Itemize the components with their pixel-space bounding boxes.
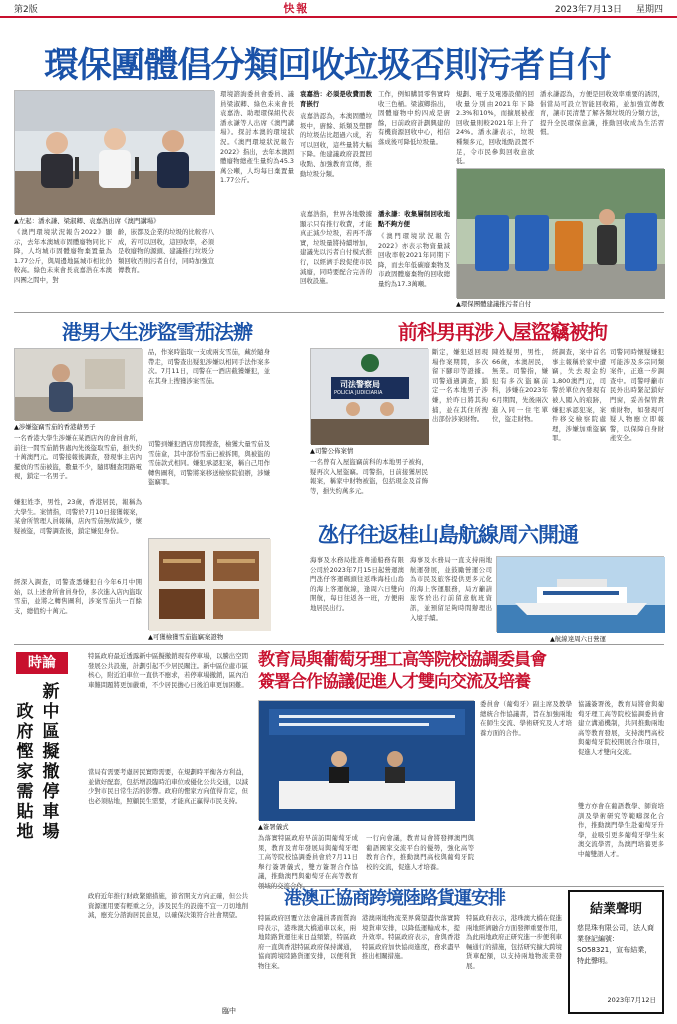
- issue-date: 2023年7月13日: [554, 4, 622, 15]
- editorial-char: 區: [42, 722, 60, 742]
- story4-col1: 海事及水務局批准粵通船務有限公司於2023年7月15日起營運澳門氹仔客運碼頭往返珠海桂山島的海上客運航線，逢周六日雙向開航，每日往返各一班，方便兩地居民出行。: [310, 556, 404, 612]
- story3-headline: 前科男再涉入屋盜竊被拘: [398, 320, 607, 344]
- editorial-char: 需: [16, 782, 34, 802]
- police-press-picture-icon: [311, 349, 429, 445]
- story2-col1-text: 一名香港大學生涉嫌在某酒店內的會員會所，前往一間雪茄銷售處內先後盜取雪茄，損失約十萬澳門元。司警接報後調查，發現事主店內擺放的雪茄被盜，數量不少，隨即翻查閉路電視，鎖定一名男子。: [14, 434, 142, 481]
- notice-box: [568, 890, 664, 1014]
- notice-title: 結業聲明: [589, 902, 642, 917]
- story1-col5: 袁嘉浩指，世界各地數據顯示只有推行收費，才能真正減少垃圾，若再不落實，垃圾量將持續增加，建議先以污者自付模式推行，以經濟手段促使市民減廢，同時要配合完善的回收設施。: [300, 210, 372, 286]
- story1-subhead1: 袁嘉浩：必須是收費而教育嵌行: [300, 90, 372, 108]
- story1-col4: 袁嘉浩認為，本澳固體垃圾中，廚餘、紙類及塑膠的垃圾佔比超過六成，若可以回收，這些量將大幅下降。他建議政府設置回收點、加強教育宣傳，推動垃圾分類。: [300, 112, 372, 178]
- divider-2: [14, 644, 664, 645]
- page-number: 第2版: [14, 4, 38, 15]
- recycling-bins-picture-icon: [457, 169, 665, 299]
- suspect-picture-icon: [15, 349, 143, 421]
- story2-col2: 嫌犯姓李，男性，23歲，香港居民，報稱為大學生。案情指，司警於7月10日接獲報案，某會所管理人員報稱，店內雪茄無故減少，懷疑被盜，司警調查後，鎖定嫌犯身份。: [14, 498, 142, 535]
- editorial-char: 地: [16, 822, 34, 842]
- story4-photo: [496, 556, 664, 632]
- story2-caption: ▲涉嫌盜竊雪茄的香港藉男子: [14, 423, 96, 431]
- story7-col2: 港澳兩地物流業界冀望盡快落實跨境貨車安排，以降低運輸成本，提升效率。特區政府表示，會與香港特區政府加快協商進度，務求盡早推出相關措施。: [362, 914, 460, 961]
- editorial-char: 政: [16, 702, 34, 722]
- story3-sign-pt: POLICIA JUDICIARIA: [334, 390, 383, 396]
- story1-headline: 環保團體倡分類回收垃圾否則污者自付: [44, 45, 611, 86]
- divider-3: [258, 886, 664, 887]
- story7-headline: 港澳正協商跨境陸路貨運安排: [284, 888, 505, 909]
- editorial-char: 中: [42, 702, 60, 722]
- ferry-picture-icon: [497, 557, 665, 633]
- story1-col7: 《澳門環境狀況報告2022》亦表示物資量減回收率較2021年同期下降，而去年低碳廢棄物及市政固體廢棄物的回收總量約為17.3萬噸。: [378, 232, 450, 288]
- story6-col4: 協議簽署後，教育局將會與葡萄牙理工高等院校協調委員會建立溝通機制，共同推動兩地高等教育發展，支持澳門高校與葡萄牙院校開展合作項目，促進人才雙向交流。: [578, 700, 664, 756]
- story1-col1: 《澳門環境狀況報告2022》顯示，去年本澳城市固體廢物同比下降，人均城市固體廢物棄置量為1.77公斤，與周邊地區城市相比仍較高。綠色未來會長袁嘉浩在本澳四團之間中，對: [14, 228, 112, 284]
- story2-headline: 港男大生涉盜雪茄法辦: [62, 320, 252, 344]
- story2-caption2: ▲可獲檢獲雪茄盜竊案證物: [148, 633, 224, 641]
- editorial-col3: 政府近年推行財政緊縮措施，節省開支方向正確，但公共資源運用要有輕重之分，涉及民生的設施不宜一刀切地削減，應充分諮詢居民意見，以確保決策符合社會期望。: [88, 892, 248, 920]
- story3-col2: 斷定，嫌犯返回現場作案期間，多次留下腳印等證據。司警通過調查，鎖定一名本地男子涉嫌，於昨日將其拘捕，並在其住所搜出部份涉案財物。: [432, 348, 488, 424]
- story4-col2: 海事及水務局一直支持兩地航運發展，並鼓勵營運公司為市民及旅客提供更多元化的海上客運服務，局方籲請旅客於出行前留意航班資訊，並預留足夠時間辦理出入境手續。: [410, 556, 492, 622]
- story1-caption2: ▲環保團體建議推污者自付: [456, 300, 532, 308]
- page-header: [0, 0, 677, 18]
- story2-col3: 經深入調查，司警查悉嫌犯自今年6月中開始，以上述會所會員身份，多次進入店內盜取雪茄，並將之轉售圖利，涉案雪茄共一百餘支，總值約十萬元。: [14, 578, 142, 615]
- story4-headline: 氹仔往返桂山島航線周六開通: [318, 522, 578, 547]
- newspaper-brand: 快報: [283, 2, 310, 15]
- editorial-col2: 當局有需要考慮居民實際需要，在規劃時平衡各方利益，並做好配套，包括增設臨時泊車位或優化公共交通，以減少對市民日常生活的影響。政府的慳家方向值得肯定，但也必須貼地，照顧民生需要，才能真正贏得市民支持。: [88, 768, 248, 805]
- story2-photo2: [148, 538, 270, 630]
- story3-caption: ▲司警公佈案情: [310, 447, 354, 455]
- story6-headline-line2: 簽署合作協議促進人才雙向交流及培養: [258, 672, 530, 692]
- story6-col2: 一行向會議，教青局會將發揮澳門與葡語國家交流平台的優勢，強化高等教育合作，推動澳門高校與葡萄牙院校的交流，促進人才培養。: [366, 834, 474, 871]
- story6-photo: [258, 700, 474, 820]
- editorial-char: 新: [42, 682, 60, 702]
- story4-caption: ▲航線達周六日營運: [550, 635, 607, 643]
- story6-caption: ▲簽署儀式: [258, 823, 289, 831]
- editorial-label: 時論: [16, 652, 68, 674]
- story6-headline-line1: 教育局與葡萄牙理工高等院校協調委員會: [258, 650, 546, 670]
- story1-col2: 齡，嵌都及企業的垃圾的比較容八成，若可以回收，這回收率，必須是收廢物的源頭、建議推行垃圾分類回收否則污者自付，同時加強宣傳教育。: [118, 228, 214, 275]
- story3-col1: 一名曾有入屋盜竊前科的本地男子被拘，疑再次入屋盜竊。司警指，日前接獲居民報案，稱家中財物被盜，包括現金及首飾等，損失約萬多元。: [310, 458, 428, 495]
- story6-col3: 委員會（葡萄牙）副主席及教學總統合作協議書，旨在加強兩地在師生交流、學術研究及人才培養方面的合作。: [480, 700, 572, 737]
- story6-col1: 為落實特區政府早前訪問葡萄牙成果，教育及青年發展局與葡萄牙理工高等院校協調委員會於7月11日舉行簽署儀式，雙方簽署合作協議，推動澳門與葡萄牙在高等教育: [258, 834, 358, 881]
- editorial-char: 車: [42, 802, 60, 822]
- editorial-char: 擬: [42, 742, 60, 762]
- studio-interview-picture-icon: [15, 91, 215, 215]
- signing-ceremony-picture-icon: [259, 701, 475, 821]
- story6-col5: 雙方亦會在葡語教學、師資培訓及學術研究等範疇深化合作，推動澳門學生赴葡萄牙升學，並吸引更多葡萄牙學生來澳交流學習，為澳門培養更多中葡雙語人才。: [578, 802, 664, 858]
- story1-subhead2: 潘永謙：收集層制回收地點不夠方便: [378, 210, 450, 228]
- story3-photo: [310, 348, 428, 444]
- editorial-char: 府: [16, 722, 34, 742]
- story1-col3: 環境諮詢委員會委員、議員梁淑卿、綠色未來會長袁嘉浩、助理環保組代表潘永謙等人出席《澳門講場》。探討本澳的環境狀況。《澳門環境狀況報告2022》指出，去年本澳固體廢物總產生量約為45.3萬公噸，人均每日棄置量1.77公斤。: [220, 90, 294, 185]
- story3-col5: 司警同時懷疑嫌犯可能涉及多宗同類案件，正進一步調查中。司警呼籲市民外出時緊記鎖好門窗，妥善保管貴重財物，如發現可疑人物應立即報警，以保障自身財產安全。: [610, 348, 664, 443]
- editorial-col1: 特區政府最近透露新中區擬撤銷現有停車場，以騰出空間發展公共設施，計劃引起不少居民關注。新中區位處市區核心，附近泊車位一直供不應求，若停車場撤銷，區內泊車難問題將更加嚴重，不少居民擔心日後泊車更加困難。: [88, 652, 248, 689]
- story1-photo2: [456, 168, 664, 298]
- story3-col4: 經調查，案中首名事主報稱於家中遭竊，失去現金約1,800澳門元，司警於單位內發現有被人闖入的痕跡，嫌犯承認犯案，案件移交檢察院處理，涉嫌加重盜竊罪。: [552, 348, 606, 443]
- story1-col9: 潘永謙認為，方便是回收效率重要的誘因，倡當局可設立智能回收箱，並加強宣傳教育，讓市民清楚了解各類垃圾的分類方法，提升全民環保意識，推動回收成為生活習慣。: [540, 90, 664, 137]
- editorial-headline: [16, 682, 92, 982]
- notice-date: 2023年7月12日: [607, 996, 656, 1004]
- divider-1: [14, 312, 664, 313]
- editorial-char: 停: [42, 782, 60, 802]
- editorial-signature: 臨中: [222, 1007, 236, 1015]
- editorial-char: 家: [16, 762, 34, 782]
- story7-col1: 特區政府回覆立法會議員書面質詢時表示，港珠澳大橋通車以來，兩地陸路貨運往來日益頻繁，特區政府一直與香港特區政府保持溝通，協商跨境陸路貨運安排，以便利貨物往來。: [258, 914, 356, 970]
- notice-body: 慈昆珠有限公司，法人商業登記編號：SO58321，宣布結業，特此聲明。: [577, 924, 654, 965]
- issue-weekday: 星期四: [635, 4, 663, 15]
- editorial-char: 撤: [42, 762, 60, 782]
- story3-col3: 陳姓疑男，男性，66歲，本澳居民，無業。司警指，嫌犯有多次盜竊前科，涉嫌在2023年6月期間，先後兩次進入同一住宅單位，盜走財物。: [492, 348, 548, 424]
- story1-col8: 規劃、電子及電器設備的回收量分別由2021年下降2.3%和10%，而擴展被產回收量則較2021年上升了24%。潘永謙表示，垃圾種類多元，回收地點設置不足，令市民參與回收意欲低。: [456, 90, 534, 166]
- story1-photo: [14, 90, 214, 214]
- story2-photo: [14, 348, 142, 420]
- story2-col5: 司警到嫌犯酒店房間搜查，檢獲大量雪茄及雪茄盒，其中部份雪茄已被拆開，與被盜的雪茄款式相同。嫌犯承認犯案，稱自己用作轉售圖利，司警將案移送檢察院偵辦，涉嫌盜竊罪。: [148, 440, 270, 487]
- story1-caption: ▲左起：潘永謙、梁淑卿、袁嘉浩出席《澳門講場》: [14, 217, 160, 225]
- story1-col6: 工作，例如購買零售實時收三色桶。梁淑卿指出，固體廢物中約四成是廚餘，日前政府計劃興建的有機資源回收中心，相信落成後可降低垃圾量。: [378, 90, 450, 146]
- cigars-evidence-picture-icon: [149, 539, 271, 631]
- story2-col4: 品，作案時盜取一支或兩支雪茄，藏於隨身帶走，司警查出疑犯涉嫌以相同手法作案多次。7月11日，司警在一酒店截獲嫌犯，並在其身上搜獲涉案雪茄。: [148, 348, 270, 385]
- editorial-char: 慳: [16, 742, 34, 762]
- story3-sign-cn: 司法警察局: [340, 380, 380, 389]
- story7-col3: 特區政府表示，港珠澳大橋在促進兩地經濟融合方面發揮重要作用，為此兩地政府正研究進一步便利車輛通行的措施，包括研究擴大跨境貨車配額，以支持兩地物流業發展。: [466, 914, 562, 970]
- editorial-char: 貼: [16, 802, 34, 822]
- editorial-char: 場: [42, 822, 60, 842]
